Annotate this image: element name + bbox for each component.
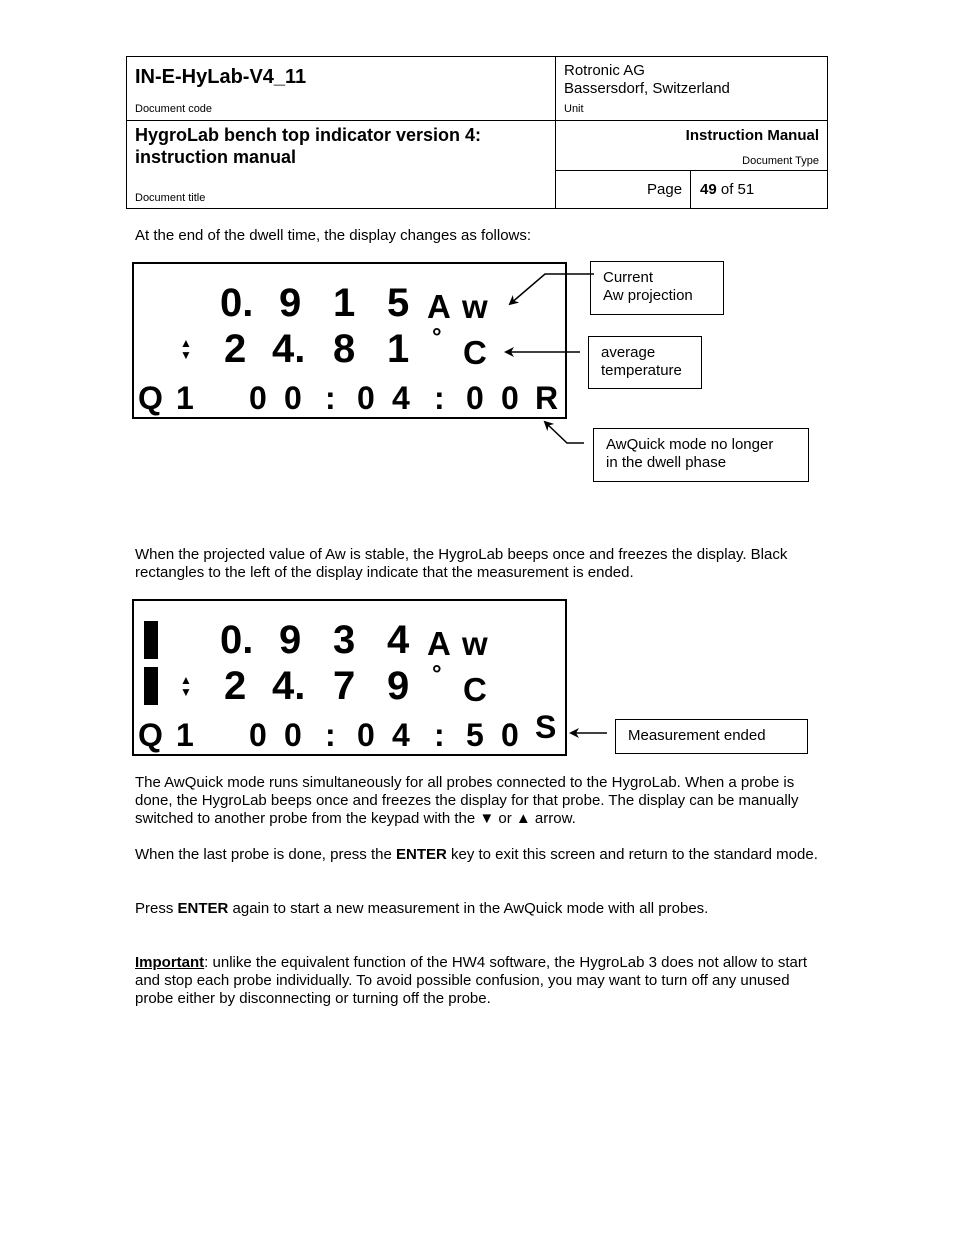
page-label: Page <box>647 181 683 198</box>
timer-digit: 0 <box>249 380 267 416</box>
temp-digit: 7 <box>333 664 356 708</box>
timer-digit: 5 <box>466 717 484 753</box>
document-title-label: Document title <box>135 192 206 204</box>
aw-digit: 5 <box>387 281 410 325</box>
callout-text: Current <box>603 269 654 286</box>
paragraph-dwell-end: At the end of the dwell time, the display changes as follows: <box>135 227 532 244</box>
text-run: Press <box>135 900 178 917</box>
up-down-arrows-icon: ▲▼ <box>179 673 193 697</box>
key-enter: ENTER <box>177 900 229 917</box>
arrow-to-status <box>545 422 584 443</box>
timer-digit: 0 <box>501 380 519 416</box>
page-total: of 51 <box>720 181 755 198</box>
degree-icon: ° <box>432 324 442 351</box>
temp-digit: 4. <box>272 664 306 708</box>
paragraph-press-enter <box>135 900 825 918</box>
document-title-line2: instruction manual <box>135 147 297 167</box>
arrow-to-aw <box>510 274 594 304</box>
aw-digit: 4 <box>387 618 410 662</box>
aw-unit-a: A <box>427 625 451 662</box>
aw-digit: 3 <box>333 618 356 662</box>
aw-digit: 9 <box>279 618 302 662</box>
aw-digit: 0. <box>220 618 254 662</box>
aw-unit-w: w <box>462 288 488 325</box>
callout-text: in the dwell phase <box>606 454 727 471</box>
text-run: When the last probe is done, press the <box>135 846 396 863</box>
text-run: : unlike the equivalent function of the HW4 software, the HygroLab 3 does not allow to start and stop each probe individually. To avoid possible confusion, you may want to turn off any unused probe either by disconnecting or turning off the probe. <box>135 954 808 1007</box>
aw-digit: 0. <box>220 281 254 325</box>
temp-digit: 2 <box>224 664 247 708</box>
unit-label: Unit <box>564 103 584 115</box>
text-run: again to start a new measurement in the AwQuick mode with all probes. <box>228 900 709 917</box>
timer-digit: 0 <box>357 717 375 753</box>
aw-digit: 1 <box>333 281 356 325</box>
paragraph-stable: When the projected value of Aw is stable, the HygroLab beeps once and freezes the display. Black rectangles to the left of the display indicate that the measurement is ended. <box>135 546 788 581</box>
temp-digit: 2 <box>224 327 247 371</box>
document-type-label: Document Type <box>742 155 819 167</box>
callout-text: Aw projection <box>603 287 693 304</box>
status-letter: R <box>535 380 559 416</box>
aw-digit: 9 <box>279 281 302 325</box>
timer-digit: 0 <box>466 380 484 416</box>
document-code-label: Document code <box>135 103 213 115</box>
timer-colon: : <box>434 380 445 416</box>
timer-digit: 4 <box>392 380 410 416</box>
key-enter: ENTER <box>395 846 447 863</box>
probe-q: Q <box>138 380 163 416</box>
up-down-arrows-icon: ▲▼ <box>179 336 193 360</box>
paragraph-last-probe <box>135 846 825 864</box>
timer-colon: : <box>434 717 445 753</box>
aw-unit-a: A <box>427 288 451 325</box>
timer-digit: 0 <box>357 380 375 416</box>
temp-unit: C <box>463 671 487 708</box>
paragraph-important <box>135 954 825 1008</box>
status-letter: S <box>535 709 557 745</box>
page-number: 49 <box>700 181 717 198</box>
callout-text: AwQuick mode no longer <box>606 436 774 453</box>
callout-text: temperature <box>601 362 682 379</box>
timer-colon: : <box>325 380 336 416</box>
aw-unit-w: w <box>462 625 488 662</box>
temp-unit: C <box>463 334 487 371</box>
document-title-line1: HygroLab bench top indicator version 4: <box>135 125 482 145</box>
important-label: Important <box>135 954 205 971</box>
temp-digit: 1 <box>387 327 410 371</box>
degree-icon: ° <box>432 661 442 688</box>
paragraph-awquick-mode: The AwQuick mode runs simultaneously for all probes connected to the HygroLab. When a probe is done, the HygroLab beeps once and freezes the display for that probe. The display can be manually switched to another probe from the keypad with the ▼ or ▲ arrow. <box>135 774 799 827</box>
temp-digit: 4. <box>272 327 306 371</box>
timer-digit: 0 <box>284 380 302 416</box>
callout-text: average <box>601 344 656 361</box>
timer-digit: 0 <box>249 717 267 753</box>
probe-number: 1 <box>176 380 194 416</box>
temp-digit: 9 <box>387 664 410 708</box>
temp-digit: 8 <box>333 327 356 371</box>
probe-q: Q <box>138 717 163 753</box>
company-location: Bassersdorf, Switzerland <box>564 80 730 97</box>
text-run: key to exit this screen and return to the standard mode. <box>446 846 818 863</box>
callout-measurement-ended: Measurement ended <box>615 719 808 754</box>
probe-number: 1 <box>176 717 194 753</box>
timer-colon: : <box>325 717 336 753</box>
timer-digit: 0 <box>284 717 302 753</box>
timer-digit: 4 <box>392 717 410 753</box>
document-code: IN-E-HyLab-V4_11 <box>135 66 307 88</box>
document-type: Instruction Manual <box>685 127 819 144</box>
company-name: Rotronic AG <box>564 62 645 79</box>
timer-digit: 0 <box>501 717 519 753</box>
